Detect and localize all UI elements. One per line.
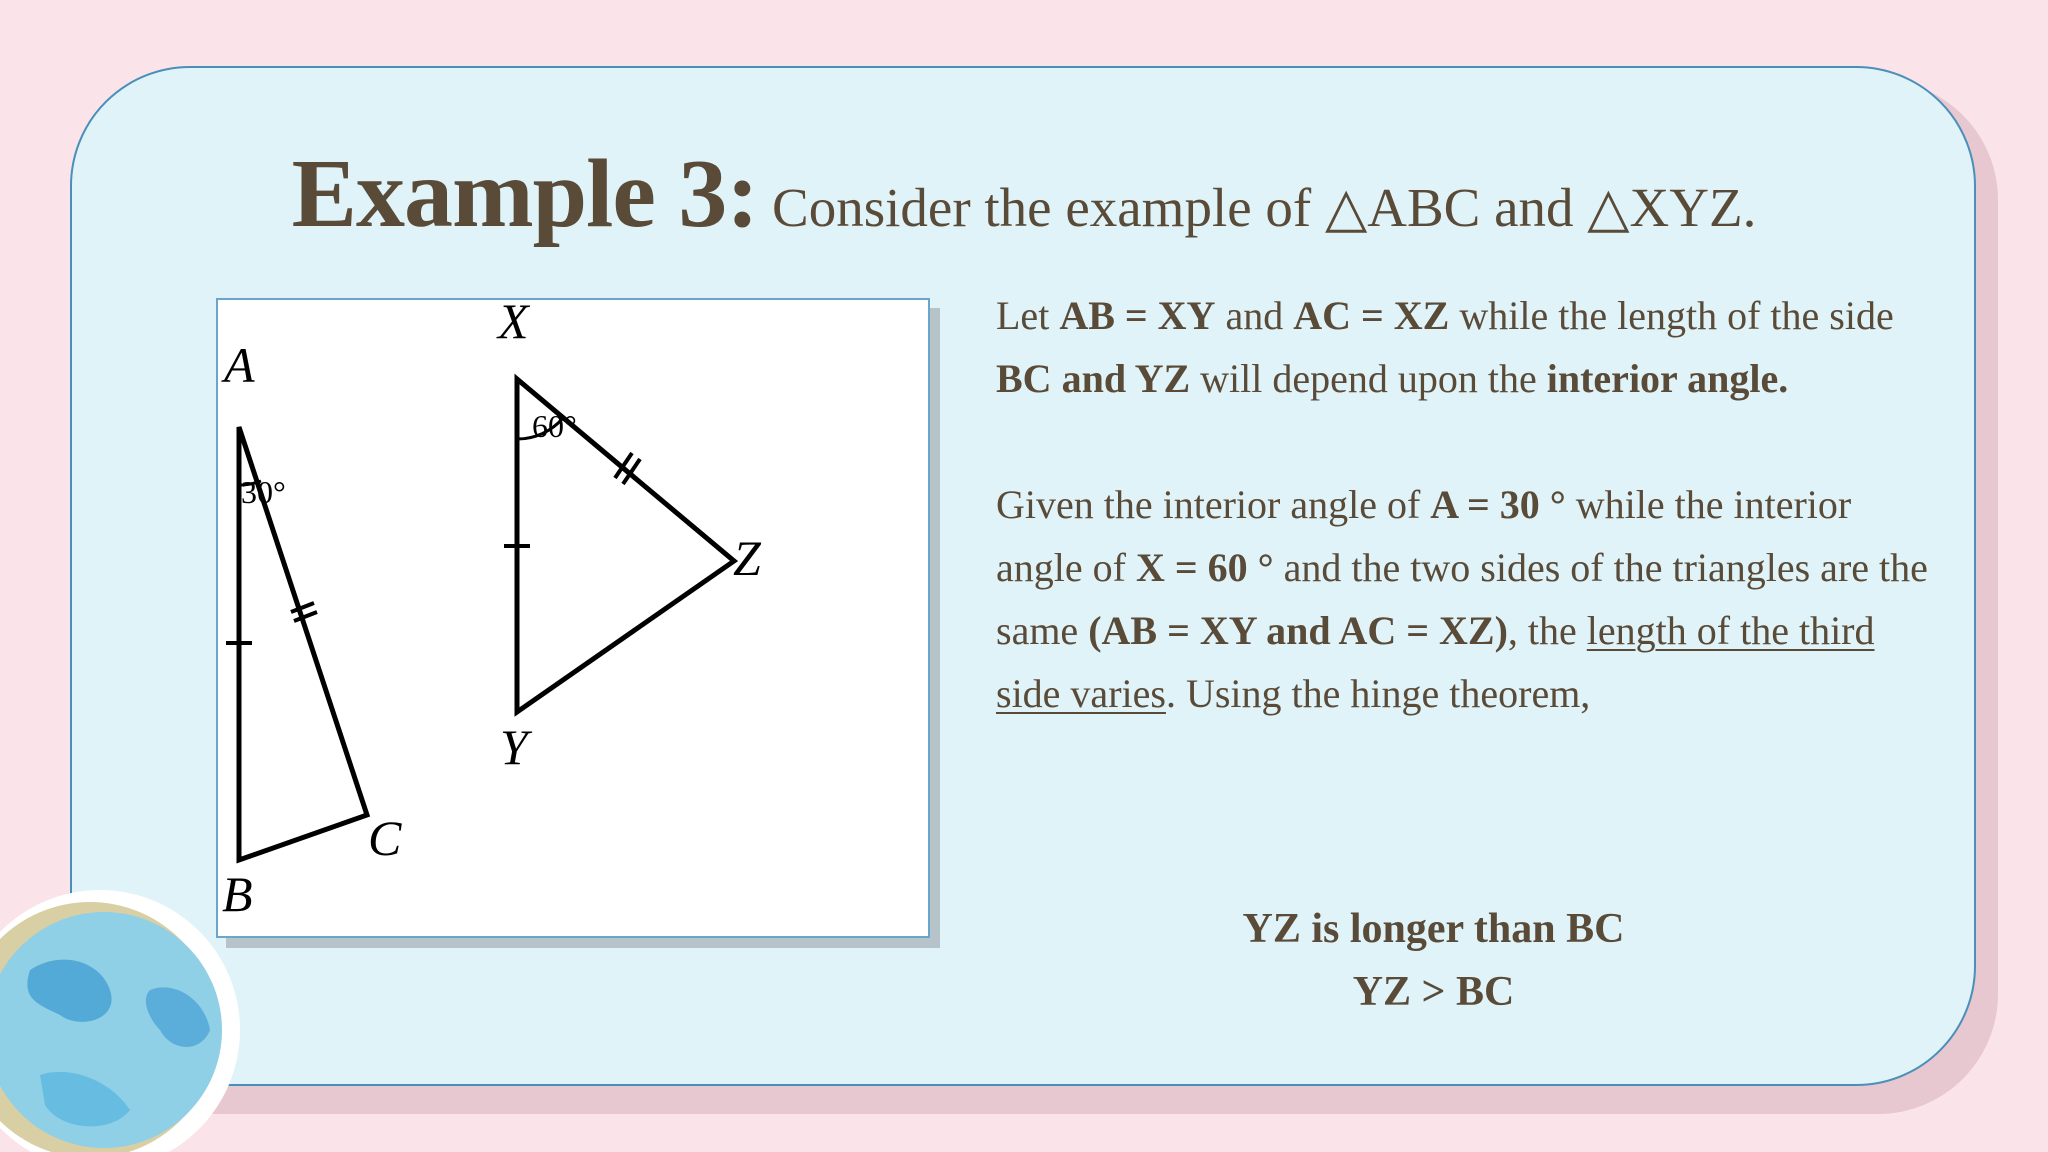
- conclusion: [996, 898, 1871, 1024]
- text-run: , the: [1507, 608, 1587, 653]
- vertex-label-z: Z: [733, 530, 761, 586]
- tick-ac-1: [291, 603, 314, 612]
- globe-icon: [0, 880, 260, 1152]
- text-run: Let: [996, 293, 1060, 338]
- vertex-label-b: B: [222, 866, 253, 922]
- triangles-diagram: [218, 300, 928, 936]
- tick-ac-2: [294, 612, 317, 621]
- slide-title: [0, 138, 2048, 250]
- angle-label-a: 30°: [241, 474, 286, 510]
- angle-label-x: 60°: [532, 408, 577, 444]
- text-run: and: [1215, 293, 1294, 338]
- vertex-label-a: A: [224, 337, 255, 393]
- text-run: will depend upon the: [1190, 356, 1547, 401]
- bold-run: A = 30 °: [1430, 482, 1566, 527]
- vertex-label-c: C: [368, 810, 402, 866]
- conclusion-line-2: YZ > BC: [1352, 969, 1515, 1015]
- title-main: Example 3:: [291, 140, 759, 248]
- underlined-run: length of the third side varies: [996, 608, 1875, 716]
- text-run: while the length of the side: [1449, 293, 1894, 338]
- text-run: while the interior angle of: [996, 482, 1852, 590]
- text-run: Given the interior angle of: [996, 482, 1431, 527]
- text-run: and the two sides of the triangles are the same: [996, 545, 1928, 653]
- bold-run: (AB = XY and AC = XZ): [1088, 608, 1508, 653]
- title-sub: Consider the example of △ABC and △XYZ.: [772, 177, 1757, 238]
- vertex-label-y: Y: [500, 719, 528, 775]
- explanation-text: [996, 284, 1936, 725]
- conclusion-line-1: YZ is longer than BC: [1242, 906, 1625, 952]
- bold-run: interior angle.: [1546, 356, 1789, 401]
- triangle-figure: [216, 298, 930, 938]
- bold-run: BC and YZ: [996, 356, 1191, 401]
- bold-run: AB = XY: [1059, 293, 1216, 338]
- paragraph-2: [996, 473, 1936, 725]
- bold-run: X = 60 °: [1135, 545, 1274, 590]
- vertex-label-x: X: [498, 300, 529, 349]
- bold-run: AC = XZ: [1293, 293, 1450, 338]
- paragraph-1: [996, 284, 1936, 410]
- text-run: . Using the hinge theorem,: [1165, 671, 1591, 716]
